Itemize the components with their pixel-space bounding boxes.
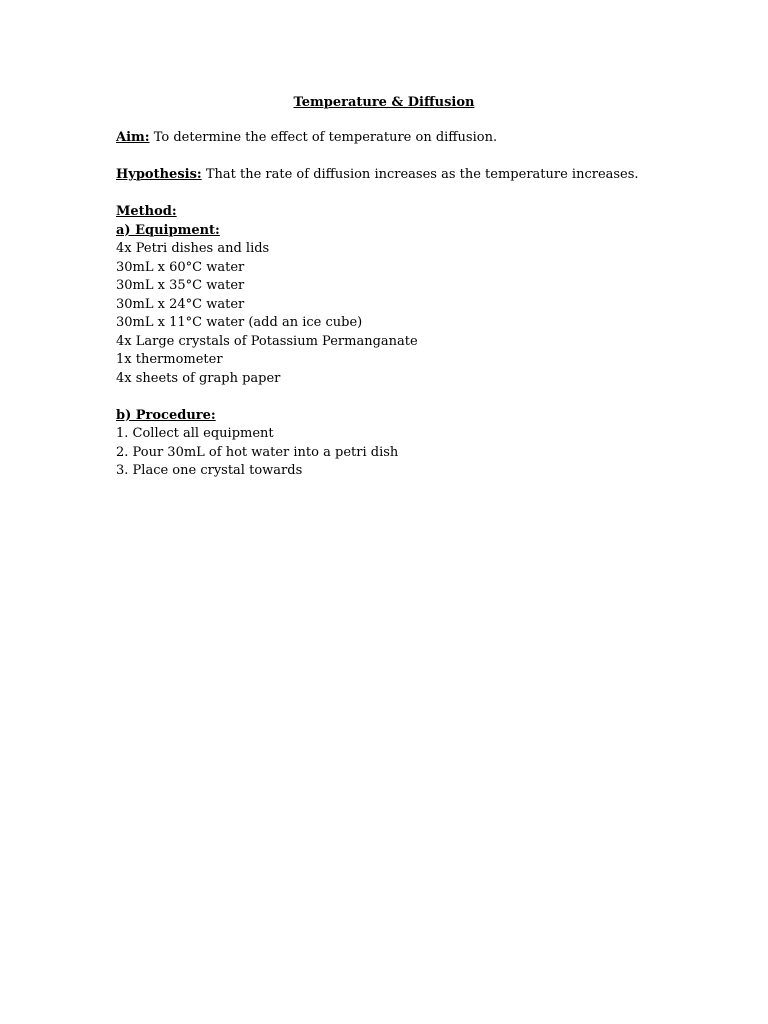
aim-line [116, 129, 716, 148]
equipment-item: 30mL x 60°C water [116, 259, 245, 275]
procedure-step: 1. Collect all equipment [116, 426, 274, 441]
method-heading: Method: [116, 204, 177, 219]
procedure-step: 2. Pour 30mL of hot water into a petri dish [116, 444, 399, 460]
equipment-item: 30mL x 24°C water [116, 296, 245, 312]
equipment-item: 4x sheets of graph paper [116, 370, 281, 386]
aim-label: Aim: [116, 130, 150, 145]
equipment-item: 30mL x 11°C water (add an ice cube) [116, 315, 363, 330]
document-body [116, 129, 716, 481]
hypothesis-text: That the rate of diffusion increases as the temperature increases. [201, 167, 639, 182]
equipment-item: 4x Large crystals of Potassium Permanganate [116, 333, 418, 349]
hypothesis-label: Hypothesis: [116, 167, 202, 182]
procedure-heading: b) Procedure: [116, 407, 216, 423]
spacer [116, 148, 716, 167]
spacer [116, 185, 716, 204]
spacer [116, 388, 716, 407]
aim-text: To determine the effect of temperature on diffusion. [149, 130, 498, 145]
document-title: Temperature & Diffusion [293, 95, 475, 110]
equipment-heading: a) Equipment: [116, 222, 220, 238]
procedure-step: 3. Place one crystal towards [116, 463, 303, 478]
equipment-item: 4x Petri dishes and lids [116, 241, 270, 256]
hypothesis-line [116, 166, 716, 185]
equipment-item: 1x thermometer [116, 352, 223, 367]
equipment-item: 30mL x 35°C water [116, 278, 245, 293]
